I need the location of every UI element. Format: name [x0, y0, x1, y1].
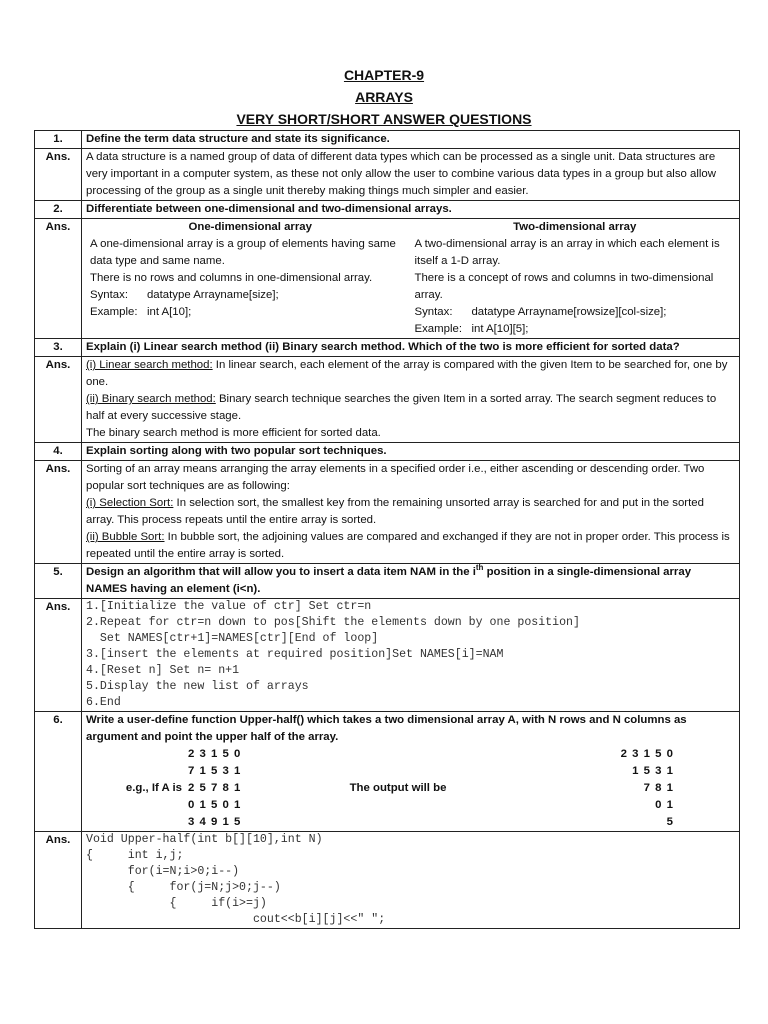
matrix-row: 1 5 3 1 — [632, 765, 674, 777]
matrix-row: 7 8 1 — [643, 782, 674, 794]
algorithm-steps — [82, 599, 740, 712]
question-row-2 — [35, 201, 740, 219]
chapter-title: CHAPTER-9 — [343, 67, 425, 83]
code-block — [82, 832, 740, 929]
question-text: Define the term data structure and state its significance. — [82, 131, 740, 149]
topic-title: ARRAYS — [355, 89, 413, 105]
algorithm-step: 4.[Reset n] Set n= n+1 — [86, 664, 240, 677]
answer-row-3 — [35, 357, 740, 443]
matrix-example — [86, 746, 735, 831]
intro: Sorting of an array means arranging the array elements in a specified order i.e., either ascending or descending order. Two popular sort techniques are as following: — [86, 463, 705, 492]
algorithm-step: 6.End — [86, 696, 121, 709]
section-title: VERY SHORT/SHORT ANSWER QUESTIONS — [236, 111, 532, 127]
qa-table — [34, 130, 740, 929]
algorithm-step: 2.Repeat for ctr=n down to pos[Shift the elements down by one position] — [86, 616, 580, 629]
question-number: 3. — [35, 339, 82, 357]
code-line: cout<<b[i][j]<<" "; — [86, 913, 386, 926]
answer-label: Ans. — [35, 599, 82, 712]
answer-label: Ans. — [35, 832, 82, 929]
question-number: 2. — [35, 201, 82, 219]
question-number: 4. — [35, 443, 82, 461]
question-text: Differentiate between one-dimensional and two-dimensional arrays. — [82, 201, 740, 219]
algorithm-step: Set NAMES[ctr+1]=NAMES[ctr][End of loop] — [86, 632, 379, 645]
answer-text — [82, 357, 740, 443]
linear-search-label: (i) Linear search method: — [86, 359, 213, 371]
example: Example: int A[10][5]; — [414, 323, 529, 335]
answer-row-4 — [35, 461, 740, 564]
syntax: Syntax: datatype Arrayname[rowsize][col-size]; — [414, 306, 667, 318]
algorithm-step: 1.[Initialize the value of ctr] Set ctr=n — [86, 600, 372, 613]
code-line: Void Upper-half(int b[][10],int N) — [86, 833, 323, 846]
code-line: for(i=N;i>0;i--) — [86, 865, 240, 878]
matrix-row: 0 1 — [655, 799, 674, 811]
comparison — [82, 219, 740, 339]
question-number: 5. — [35, 564, 82, 599]
matrix-row: 2 3 1 5 0 — [620, 748, 674, 760]
question-row-3 — [35, 339, 740, 357]
output-matrix — [498, 746, 674, 831]
answer-row-1 — [35, 149, 740, 201]
example: Example: int A[10]; — [90, 306, 192, 318]
one-dimensional-column — [86, 219, 411, 338]
answer-label: Ans. — [35, 219, 82, 339]
code-line: { for(j=N;j>0;j--) — [86, 881, 281, 894]
answer-label: Ans. — [35, 357, 82, 443]
question-text: Explain sorting along with two popular sort techniques. — [82, 443, 740, 461]
definition: A two-dimensional array is an array in which each element is itself a 1-D array. — [414, 238, 720, 267]
selection-sort-text: In selection sort, the smallest key from the remaining unsorted array is searched for and put in the sorted array. This process repeats until the entire array is sorted. — [86, 497, 704, 526]
algorithm-step: 3.[insert the elements at required position]Set NAMES[i]=NAM — [86, 648, 504, 661]
answer-label: Ans. — [35, 149, 82, 201]
question-text: Explain (i) Linear search method (ii) Binary search method. Which of the two is more efficient for sorted data? — [82, 339, 740, 357]
rows-columns-note: There is no rows and columns in one-dimensional array. — [90, 272, 373, 284]
question-row-1 — [35, 131, 740, 149]
question-text: Design an algorithm that will allow you to insert a data item NAM in the $i^{th}$ position in a single-dimensional array NAMES having an element (i<n). — [82, 564, 740, 599]
code-line: { int i,j; — [86, 849, 184, 862]
two-dimensional-column — [411, 219, 736, 338]
matrix-row: 2 5 7 8 1 — [188, 782, 242, 794]
rows-columns-note: There is a concept of rows and columns in two-dimensional array. — [414, 272, 714, 301]
question-number: 6. — [35, 712, 82, 832]
matrix-row: 0 1 5 0 1 — [188, 799, 242, 811]
question-text: Write a user-define function Upper-half() which takes a two dimensional array A, with N rows and N columns as argument and point the upper half of the array. e.g., If A is 2 3 1 5 0 7 1 5 3 1 2 5 7 8 1 0 1 5 0 1 3 4 9 1 5 The output will be 2 3 1 5 0 1 5 3 1 7 8 1 0 1 5 — [82, 712, 740, 832]
algorithm-step: 5.Display the new list of arrays — [86, 680, 309, 693]
selection-sort-label: (i) Selection Sort: — [86, 497, 174, 509]
linear-search-text: In linear search, each element of the array is compared with the given Item to be searched for, one by one. — [86, 359, 728, 388]
input-matrix — [188, 746, 258, 831]
column-heading: One-dimensional array — [188, 221, 312, 233]
matrix-row: 2 3 1 5 0 — [188, 748, 242, 760]
answer-text: A data structure is a named group of data of different data types which can be processed as a single unit. Data structures are very important in a computer system, as these not only allow the user to combine various data types in a group but also allow processing of the group as a single unit thereby making things much simpler and easier. — [82, 149, 740, 201]
question-row-6 — [35, 712, 740, 832]
syntax: Syntax: datatype Arrayname[size]; — [90, 289, 279, 301]
answer-text — [82, 461, 740, 564]
question-number: 1. — [35, 131, 82, 149]
answer-row-5 — [35, 599, 740, 712]
column-heading: Two-dimensional array — [513, 221, 637, 233]
output-label: The output will be — [349, 782, 447, 794]
question-row-5 — [35, 564, 740, 599]
matrix-row: 7 1 5 3 1 — [188, 765, 242, 777]
answer-row-2 — [35, 219, 740, 339]
answer-row-6 — [35, 832, 740, 929]
question-row-4 — [35, 443, 740, 461]
matrix-row: 5 — [666, 816, 674, 828]
conclusion: The binary search method is more efficient for sorted data. — [86, 427, 381, 439]
code-line: { if(i>=j) — [86, 897, 267, 910]
definition: A one-dimensional array is a group of elements having same data type and same name. — [90, 238, 396, 267]
binary-search-label: (ii) Binary search method: — [86, 393, 216, 405]
matrix-row: 3 4 9 1 5 — [188, 816, 242, 828]
answer-label: Ans. — [35, 461, 82, 564]
example-label: e.g., If A is — [125, 782, 182, 794]
bubble-sort-label: (ii) Bubble Sort: — [86, 531, 165, 543]
bubble-sort-text: In bubble sort, the adjoining values are compared and exchanged if they are not in proper order. This process is repeated until the entire array is sorted. — [86, 531, 730, 560]
binary-search-text: Binary search technique searches the given Item in a sorted array. The search segment reduces to half at every successive stage. — [86, 393, 717, 422]
